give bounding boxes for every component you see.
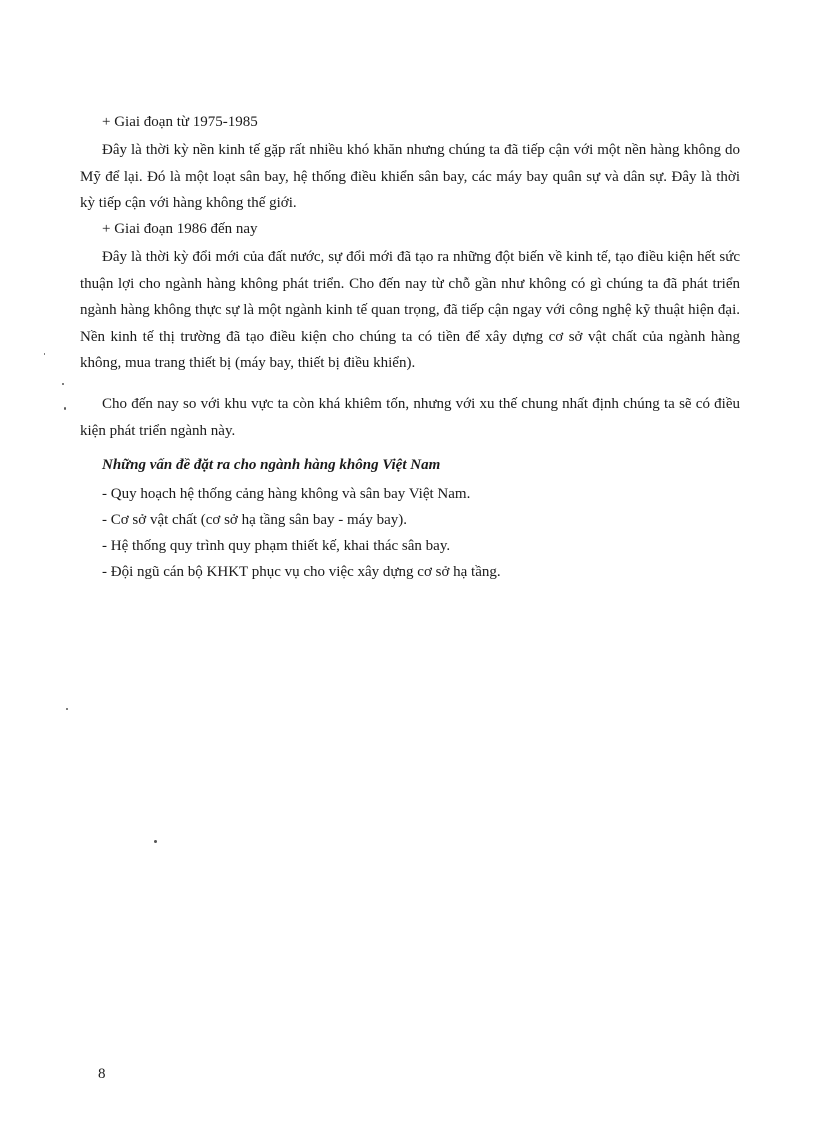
section-heading-1986: + Giai đoạn 1986 đến nay [102,221,258,237]
list-item: - Quy hoạch hệ thống cảng hàng không và sân bay Việt Nam. [102,486,471,502]
scan-speck [154,840,157,843]
list-item: - Hệ thống quy trình quy phạm thiết kế, khai thác sân bay. [102,538,451,554]
list-item: - Đội ngũ cán bộ KHKT phục vụ cho việc xây dựng cơ sở hạ tầng. [102,564,501,580]
scan-speck [66,708,68,710]
page-number: 8 [98,1066,106,1082]
paragraph-1986: Đây là thời kỳ đổi mới của đất nước, sự đổi mới đã tạo ra những đột biến về kinh tế, tạo điều kiện hết sức thuận lợi cho ngành hàng không phát triển. Cho đến nay từ chỗ gần như không có gì chúng ta đã phát triển ngành hàng không thực sự là một ngành kinh tế quan trọng, đã tiếp cận ngay với công nghệ kỹ thuật hiện đại. Nền kinh tế thị trường đã tạo điều kiện cho chúng ta có tiền để xây dựng cơ sở vật chất của ngành hàng không, mua trang thiết bị (máy bay, thiết bị điều khiển). [80,249,740,371]
scan-speck [62,383,64,385]
section-heading-1975-1985: + Giai đoạn từ 1975-1985 [102,114,258,130]
scan-speck [64,407,66,410]
list-item: - Cơ sở vật chất (cơ sở hạ tầng sân bay - máy bay). [102,512,407,528]
issues-heading: Những vấn đề đặt ra cho ngành hàng không Việt Nam [102,457,441,473]
paragraph-outlook: Cho đến nay so với khu vực ta còn khá khiêm tốn, nhưng với xu thế chung nhất định chúng ta sẽ có điều kiện phát triển ngành này. [80,396,740,439]
scan-speck [44,353,45,355]
issues-list [102,481,722,585]
paragraph-1975-1985: Đây là thời kỳ nền kinh tế gặp rất nhiều khó khăn nhưng chúng ta đã tiếp cận với một nền hàng không do Mỹ để lại. Đó là một loạt sân bay, hệ thống điều khiển sân bay, các máy bay quân sự và dân sự. Đây là thời kỳ tiếp cận với hàng không thế giới. [80,142,740,211]
